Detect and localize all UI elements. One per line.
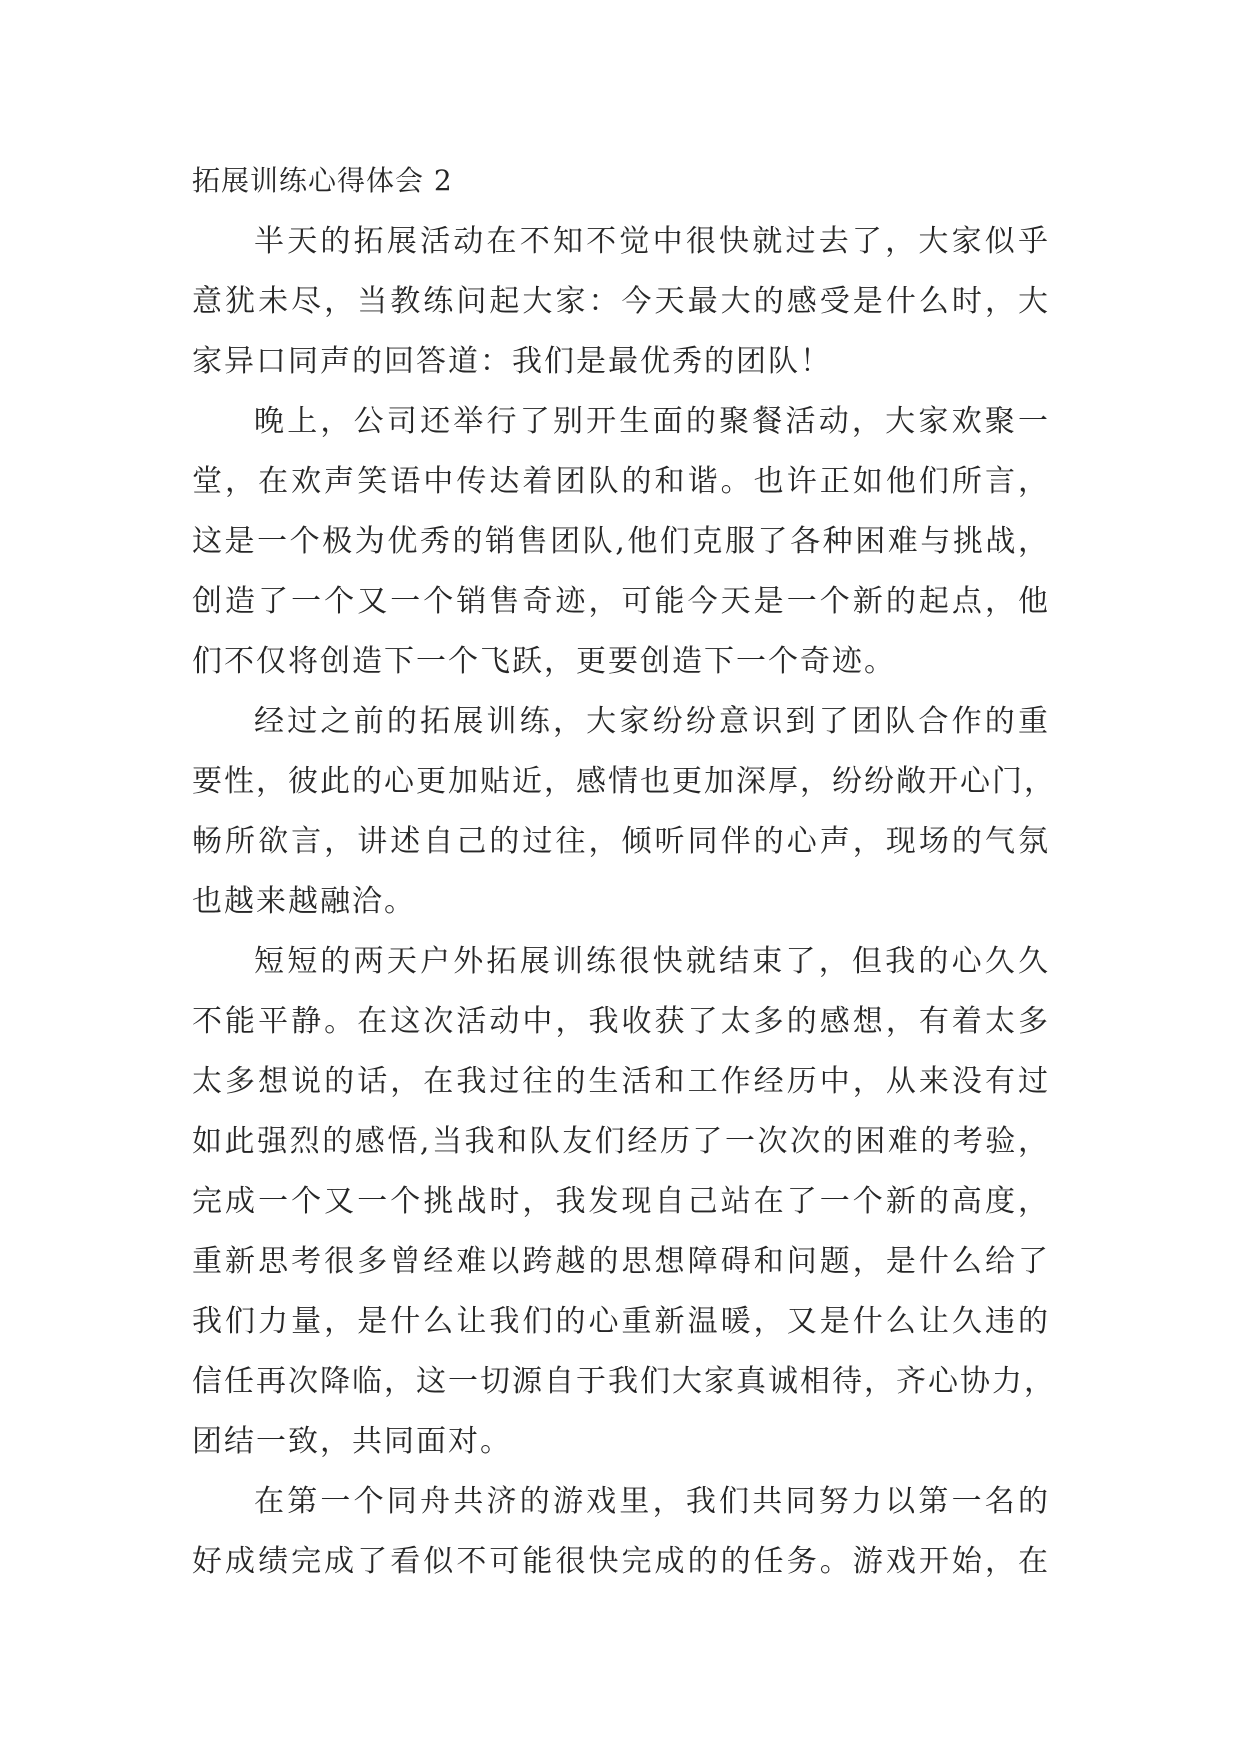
text-line: 晚上，公司还举行了别开生面的聚餐活动，大家欢聚一 — [254, 404, 1050, 439]
text-line: 意犹未尽，当教练问起大家：今天最大的感受是什么时，大 — [192, 284, 1050, 319]
text-line: 在第一个同舟共济的游戏里，我们共同努力以第一名的 — [254, 1484, 1050, 1519]
text-line: 创造了一个又一个销售奇迹，可能今天是一个新的起点，他 — [192, 584, 1050, 619]
text-line: 堂，在欢声笑语中传达着团队的和谐。也许正如他们所言， — [192, 464, 1050, 499]
text-line: 短短的两天户外拓展训练很快就结束了，但我的心久久 — [254, 944, 1050, 979]
text-line: 也越来越融洽。 — [192, 884, 416, 919]
text-line: 我们力量，是什么让我们的心重新温暖，又是什么让久违的 — [192, 1304, 1050, 1339]
paragraph-3 — [192, 692, 1056, 932]
text-line: 们不仅将创造下一个飞跃，更要创造下一个奇迹。 — [192, 644, 896, 679]
text-line: 重新思考很多曾经难以跨越的思想障碍和问题，是什么给了 — [192, 1244, 1050, 1279]
paragraph-5 — [192, 1472, 1050, 1592]
text-line: 半天的拓展活动在不知不觉中很快就过去了，大家似乎 — [254, 224, 1050, 259]
document-title: 拓展训练心得体会 2 — [192, 164, 453, 197]
text-line: 经过之前的拓展训练，大家纷纷意识到了团队合作的重 — [254, 704, 1050, 739]
text-line: 要性，彼此的心更加贴近，感情也更加深厚，纷纷敞开心门， — [192, 764, 1056, 799]
paragraph-1 — [192, 212, 1050, 392]
paragraph-4 — [192, 932, 1056, 1472]
text-line: 好成绩完成了看似不可能很快完成的的任务。游戏开始，在 — [192, 1544, 1050, 1579]
document-page — [192, 150, 1056, 1592]
text-line: 信任再次降临，这一切源自于我们大家真诚相待，齐心协力， — [192, 1364, 1056, 1399]
text-line: 这是一个极为优秀的销售团队,他们克服了各种困难与挑战， — [192, 524, 1050, 559]
text-line: 畅所欲言，讲述自己的过往，倾听同伴的心声，现场的气氛 — [192, 824, 1050, 859]
text-line: 太多想说的话，在我过往的生活和工作经历中，从来没有过 — [192, 1064, 1050, 1099]
text-line: 团结一致，共同面对。 — [192, 1424, 512, 1459]
text-line: 不能平静。在这次活动中，我收获了太多的感想，有着太多 — [192, 1004, 1050, 1039]
text-line: 如此强烈的感悟,当我和队友们经历了一次次的困难的考验， — [192, 1124, 1050, 1159]
paragraph-2 — [192, 392, 1050, 692]
text-line: 完成一个又一个挑战时，我发现自己站在了一个新的高度， — [192, 1184, 1050, 1219]
text-line: 家异口同声的回答道：我们是最优秀的团队！ — [192, 344, 832, 379]
